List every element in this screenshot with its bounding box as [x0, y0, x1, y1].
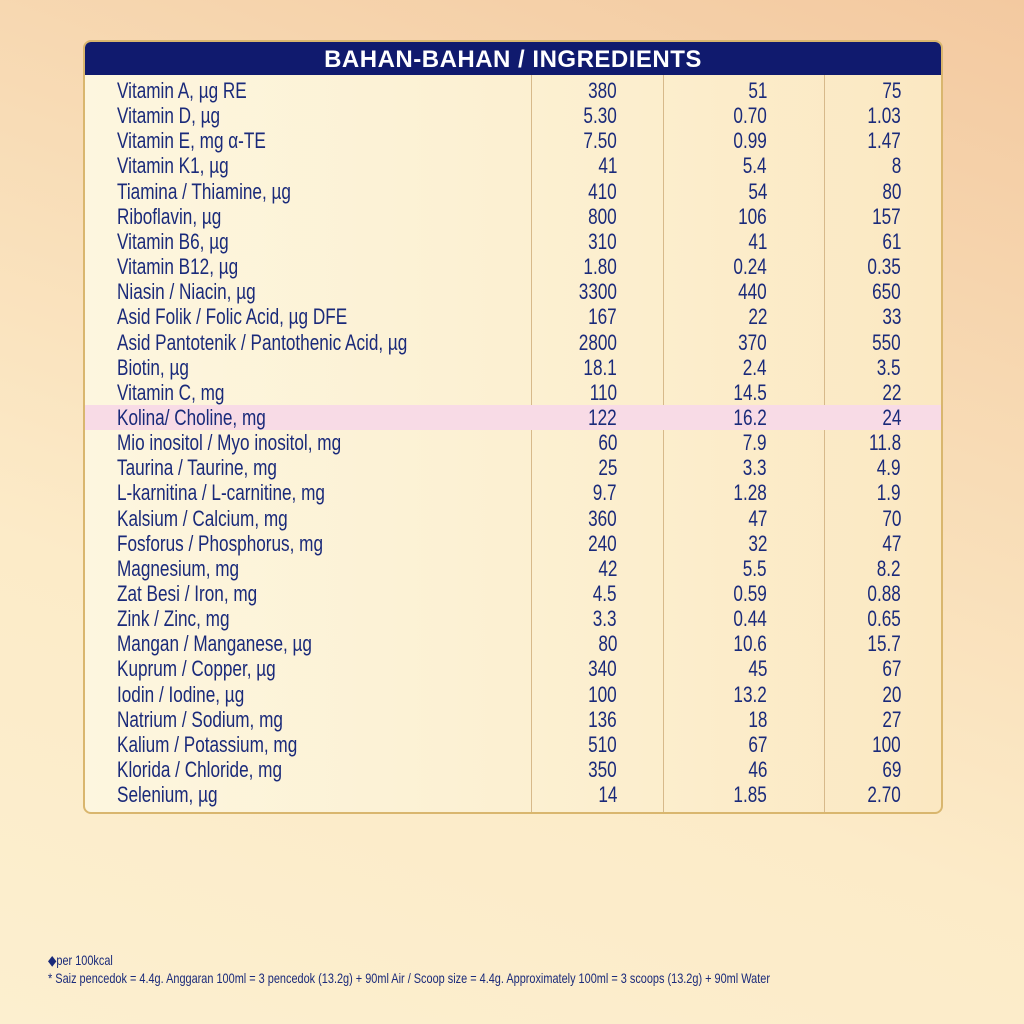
row-label-text: Vitamin E, mg α-TE [117, 128, 266, 154]
value-col-2 [743, 304, 767, 329]
value-col-1 [580, 229, 617, 254]
value-col-1 [574, 254, 617, 279]
value-col-1 [580, 506, 617, 531]
value-col-3 [889, 153, 901, 178]
footnote-scoop [48, 970, 974, 986]
value-col-1-text: 7.50 [583, 128, 617, 154]
value-col-3 [877, 531, 901, 556]
value-col-1 [593, 153, 617, 178]
value-col-1-text: 240 [588, 530, 617, 556]
value-col-3 [864, 279, 901, 304]
value-col-2-text: 440 [738, 279, 767, 305]
value-col-2 [724, 380, 767, 405]
row-label-text: Magnesium, mg [117, 555, 240, 581]
value-col-3-text: 2.70 [867, 782, 901, 808]
value-col-1-text: 100 [588, 681, 617, 707]
value-col-3-text: 1.47 [867, 128, 901, 154]
value-col-2 [724, 128, 767, 153]
row-label [117, 707, 330, 732]
value-col-3 [870, 480, 901, 505]
row-label-text: Iodin / Iodine, µg [117, 681, 245, 707]
table-row [85, 128, 941, 153]
value-col-2-text: 45 [747, 656, 767, 682]
row-label [117, 78, 283, 103]
table-row [85, 556, 941, 581]
table-row [85, 204, 941, 229]
row-label-text: Taurina / Taurine, mg [117, 455, 277, 481]
table-row [85, 405, 941, 430]
value-col-2 [730, 330, 767, 355]
value-col-3-text: 75 [881, 78, 901, 103]
value-col-3-text: 15.7 [867, 631, 901, 657]
value-col-2 [736, 556, 767, 581]
ingredients-table [83, 40, 943, 814]
value-col-1 [593, 556, 617, 581]
value-col-2 [724, 631, 767, 656]
row-label-text: Fosforus / Phosphorus, mg [117, 530, 324, 556]
value-col-2 [736, 355, 767, 380]
value-col-1 [593, 631, 617, 656]
value-col-3 [870, 355, 901, 380]
value-col-3-text: 69 [881, 757, 901, 783]
row-label [117, 682, 280, 707]
row-label-text: Selenium, µg [117, 782, 218, 808]
value-col-1-text: 510 [588, 731, 617, 757]
table-row [85, 455, 941, 480]
row-label-text: Natrium / Sodium, mg [117, 706, 283, 732]
value-col-2-text: 32 [747, 530, 767, 556]
table-row [85, 304, 941, 329]
value-col-2-text: 370 [738, 329, 767, 355]
value-col-3 [870, 556, 901, 581]
value-col-3 [877, 229, 901, 254]
value-col-2-text: 41 [747, 228, 767, 254]
row-label [117, 153, 260, 178]
value-col-3-text: 4.9 [877, 455, 901, 481]
value-col-2 [736, 153, 767, 178]
table-row [85, 581, 941, 606]
row-label-text: Tiamina / Thiamine, µg [117, 178, 291, 204]
table-row [85, 430, 941, 455]
table-row [85, 757, 941, 782]
value-col-2-text: 0.59 [733, 581, 767, 606]
value-col-1 [580, 179, 617, 204]
row-label [117, 782, 246, 807]
value-col-3 [858, 103, 901, 128]
value-col-3 [877, 682, 901, 707]
value-col-1 [582, 380, 617, 405]
value-col-2-text: 7.9 [743, 430, 767, 456]
value-col-1 [580, 204, 617, 229]
value-col-3-text: 22 [881, 379, 901, 405]
value-col-3-text: 157 [872, 203, 901, 229]
value-col-1-text: 18.1 [583, 354, 617, 380]
value-col-1-text: 800 [588, 203, 617, 229]
value-col-3 [877, 707, 901, 732]
value-col-3-text: 47 [881, 530, 901, 556]
table-row [85, 254, 941, 279]
value-col-3 [864, 330, 901, 355]
value-col-2 [724, 581, 767, 606]
value-col-2-text: 16.2 [733, 404, 767, 430]
value-col-1 [580, 531, 617, 556]
value-col-1-text: 5.30 [583, 103, 617, 129]
value-col-1-text: 167 [588, 304, 617, 330]
value-col-3-text: 33 [881, 304, 901, 330]
row-label [117, 757, 329, 782]
row-label-text: Riboflavin, µg [117, 203, 222, 229]
value-col-2-text: 54 [747, 178, 767, 204]
value-col-1-text: 42 [597, 555, 617, 581]
row-label [117, 732, 348, 757]
value-col-1-text: 350 [588, 757, 617, 783]
value-col-2 [736, 455, 767, 480]
value-col-3 [864, 204, 901, 229]
table-row [85, 682, 941, 707]
value-col-2 [724, 782, 767, 807]
value-col-2-text: 0.99 [733, 128, 767, 154]
value-col-2 [724, 480, 767, 505]
value-col-3 [877, 757, 901, 782]
row-label-text: Vitamin B6, µg [117, 228, 229, 254]
value-col-3-text: 11.8 [868, 430, 901, 456]
value-col-1-text: 1.80 [583, 254, 617, 280]
value-col-2 [743, 531, 767, 556]
value-col-1 [580, 304, 617, 329]
value-col-1 [586, 581, 617, 606]
value-col-3-text: 100 [872, 731, 901, 757]
value-col-2 [743, 78, 767, 103]
value-col-1 [580, 656, 617, 681]
table-row [85, 355, 941, 380]
value-col-3 [870, 455, 901, 480]
value-col-2-text: 47 [747, 505, 767, 531]
value-col-2-text: 22 [747, 304, 767, 330]
value-col-3 [877, 304, 901, 329]
row-label [117, 279, 295, 304]
value-col-3-text: 80 [881, 178, 901, 204]
value-col-1-text: 340 [588, 656, 617, 682]
row-label [117, 204, 251, 229]
value-col-2 [724, 103, 767, 128]
table-row [85, 179, 941, 204]
row-label-text: Kuprum / Copper, µg [117, 656, 276, 682]
value-col-2-text: 5.5 [743, 555, 767, 581]
value-col-1-text: 41 [597, 153, 617, 179]
value-col-1 [580, 682, 617, 707]
table-row [85, 606, 941, 631]
value-col-3 [877, 179, 901, 204]
value-col-2-text: 1.28 [733, 480, 767, 506]
value-col-2 [730, 204, 767, 229]
row-label-text: Kalium / Potassium, mg [117, 731, 298, 757]
value-col-2 [743, 656, 767, 681]
value-col-2-text: 0.44 [733, 606, 767, 632]
value-col-3-text: 0.88 [867, 581, 901, 606]
value-col-2-text: 14.5 [733, 379, 767, 405]
row-label [117, 128, 308, 153]
row-label-text: Asid Folik / Folic Acid, µg DFE [117, 304, 348, 330]
value-col-3 [858, 606, 901, 631]
row-label [117, 581, 297, 606]
value-col-3-text: 70 [881, 505, 901, 531]
value-col-1-text: 122 [588, 404, 617, 430]
footnote-text: ◆per 100kcal [48, 952, 113, 968]
row-label [117, 656, 320, 681]
value-col-1 [586, 480, 617, 505]
table-row [85, 103, 941, 128]
value-col-2-text: 2.4 [743, 354, 767, 380]
value-col-1-text: 3300 [578, 279, 617, 305]
table-title: BAHAN-BAHAN / INGREDIENTS [85, 42, 941, 75]
value-col-3 [858, 581, 901, 606]
value-col-2 [724, 405, 767, 430]
value-col-2-text: 0.24 [733, 254, 767, 280]
row-label [117, 606, 261, 631]
value-col-3-text: 61 [881, 228, 901, 254]
row-label [117, 103, 249, 128]
value-col-1 [574, 128, 617, 153]
row-label [117, 229, 260, 254]
row-label-text: Biotin, µg [117, 354, 189, 380]
value-col-1 [574, 355, 617, 380]
value-col-1-text: 2800 [578, 329, 617, 355]
value-col-3 [858, 631, 901, 656]
value-col-3 [858, 254, 901, 279]
value-col-1-text: 136 [588, 706, 617, 732]
table-row [85, 78, 941, 103]
row-label [117, 556, 274, 581]
row-label-text: Vitamin B12, µg [117, 254, 239, 280]
table-row [85, 153, 941, 178]
value-col-3-text: 27 [881, 706, 901, 732]
value-col-3-text: 550 [872, 329, 901, 355]
row-label [117, 330, 489, 355]
footnote-per-kcal [48, 952, 131, 969]
value-col-1-text: 14 [597, 782, 617, 808]
table-row [85, 656, 941, 681]
value-col-2 [743, 179, 767, 204]
value-col-1-text: 60 [597, 430, 617, 456]
value-col-1 [593, 782, 617, 807]
value-col-2-text: 10.6 [733, 631, 767, 657]
value-col-2-text: 5.4 [743, 153, 767, 179]
table-row [85, 631, 941, 656]
row-label [117, 480, 384, 505]
row-label-text: Klorida / Chloride, mg [117, 757, 283, 783]
value-col-1-text: 80 [597, 631, 617, 657]
value-col-2 [743, 732, 767, 757]
value-col-1-text: 410 [588, 178, 617, 204]
row-label-text: Vitamin K1, µg [117, 153, 229, 179]
value-col-3-text: 0.35 [867, 254, 901, 280]
table-row [85, 531, 941, 556]
value-col-3 [864, 732, 901, 757]
value-col-2-text: 13.2 [733, 681, 767, 707]
value-col-2-text: 46 [747, 757, 767, 783]
value-col-1 [593, 430, 617, 455]
row-label [117, 405, 308, 430]
row-label-text: L-karnitina / L-carnitine, mg [117, 480, 325, 506]
table-row [85, 330, 941, 355]
value-col-3-text: 8 [891, 153, 901, 179]
table-row [85, 506, 941, 531]
value-col-2 [743, 757, 767, 782]
row-label [117, 380, 255, 405]
row-label [117, 506, 336, 531]
table-row [85, 279, 941, 304]
value-col-1-text: 3.3 [593, 606, 617, 632]
value-col-2 [730, 279, 767, 304]
value-col-2-text: 3.3 [743, 455, 767, 481]
value-col-2 [724, 606, 767, 631]
value-col-3-text: 20 [881, 681, 901, 707]
value-col-3 [860, 430, 901, 455]
value-col-1-text: 9.7 [593, 480, 617, 506]
value-col-2-text: 51 [747, 78, 767, 103]
value-col-3 [877, 405, 901, 430]
row-label [117, 430, 404, 455]
value-col-2-text: 106 [738, 203, 767, 229]
row-label [117, 455, 322, 480]
row-label [117, 254, 272, 279]
table-row [85, 782, 941, 807]
value-col-2 [724, 682, 767, 707]
value-col-1 [580, 405, 617, 430]
value-col-1 [574, 103, 617, 128]
value-col-3 [877, 380, 901, 405]
row-label-text: Mangan / Manganese, µg [117, 631, 312, 657]
row-label-text: Vitamin D, µg [117, 103, 221, 129]
value-col-2 [724, 254, 767, 279]
row-label-text: Mio inositol / Myo inositol, mg [117, 430, 342, 456]
row-label-text: Kolina/ Choline, mg [117, 404, 266, 430]
value-col-2-text: 1.85 [733, 782, 767, 808]
row-label [117, 179, 340, 204]
row-label-text: Niasin / Niacin, µg [117, 279, 256, 305]
value-col-1-text: 25 [597, 455, 617, 481]
value-col-1 [593, 455, 617, 480]
value-col-2 [743, 229, 767, 254]
value-col-3 [877, 78, 901, 103]
table-row [85, 707, 941, 732]
value-col-2-text: 18 [747, 706, 767, 732]
row-label [117, 631, 367, 656]
value-col-1-text: 4.5 [593, 581, 617, 606]
value-col-2 [743, 707, 767, 732]
row-label-text: Kalsium / Calcium, mg [117, 505, 288, 531]
table-row [85, 380, 941, 405]
value-col-3 [858, 128, 901, 153]
value-col-1 [568, 279, 617, 304]
value-col-2-text: 67 [747, 731, 767, 757]
row-label-text: Zink / Zinc, mg [117, 606, 230, 632]
row-label-text: Vitamin C, mg [117, 379, 225, 405]
footnote-text: * Saiz pencedok = 4.4g. Anggaran 100ml = 3 pencedok (13.2g) + 90ml Air / Scoop size = 4.4g. Approximately 100ml = 3 scoops (13.2g) + 90ml Water [48, 970, 770, 986]
value-col-3-text: 1.9 [877, 480, 901, 506]
value-col-3-text: 650 [872, 279, 901, 305]
row-label [117, 355, 209, 380]
value-col-1 [568, 330, 617, 355]
row-label-text: Vitamin A, µg RE [117, 78, 247, 103]
value-col-1-text: 360 [588, 505, 617, 531]
value-col-1 [580, 707, 617, 732]
value-col-2 [736, 430, 767, 455]
value-col-1-text: 310 [588, 228, 617, 254]
value-col-3 [858, 782, 901, 807]
row-label [117, 531, 381, 556]
value-col-3-text: 67 [881, 656, 901, 682]
table-row [85, 229, 941, 254]
value-col-3-text: 3.5 [877, 354, 901, 380]
row-label-text: Zat Besi / Iron, mg [117, 581, 258, 606]
value-col-1 [580, 78, 617, 103]
value-col-3 [877, 506, 901, 531]
value-col-3-text: 24 [881, 404, 901, 430]
value-col-1 [580, 732, 617, 757]
row-label-text: Asid Pantotenik / Pantothenic Acid, µg [117, 329, 408, 355]
value-col-3-text: 1.03 [867, 103, 901, 129]
value-col-1 [580, 757, 617, 782]
table-row [85, 480, 941, 505]
value-col-1-text: 380 [588, 78, 617, 103]
value-col-3-text: 0.65 [867, 606, 901, 632]
value-col-1 [586, 606, 617, 631]
value-col-2-text: 0.70 [733, 103, 767, 129]
value-col-3-text: 8.2 [877, 555, 901, 581]
value-col-2 [743, 506, 767, 531]
value-col-3 [877, 656, 901, 681]
row-label [117, 304, 412, 329]
table-row [85, 732, 941, 757]
value-col-1-text: 110 [589, 379, 617, 405]
